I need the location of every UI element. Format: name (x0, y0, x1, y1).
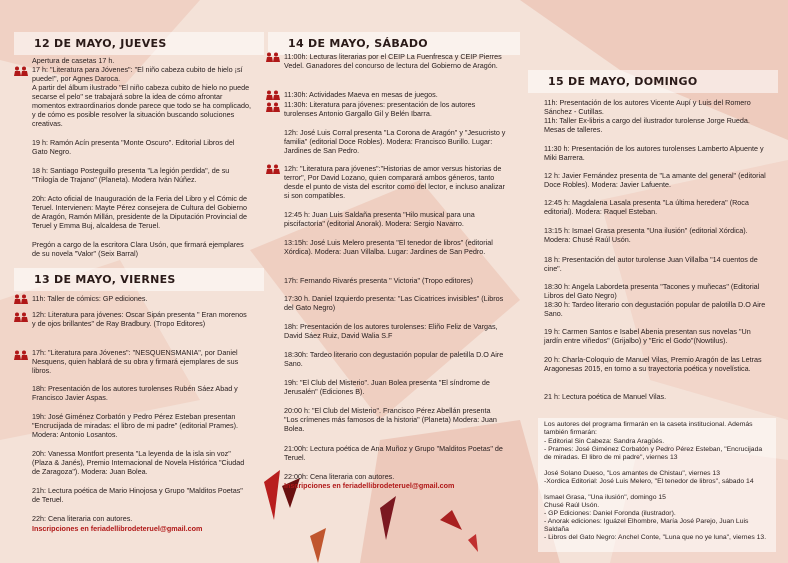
day15-item-8: 18:30 h: Angela Labordeta presenta "Tacones y muñecas" (Editorial Libros del Gato Negro) (544, 282, 760, 300)
day15-item-5: 12:45 h: Magdalena Lasala presenta "La última heredera" (Roca editorial). Modera: Raquel Esteban. (544, 198, 749, 216)
day13-item-1: 11h: Taller de cómics: GP ediciones. (32, 294, 148, 303)
day13-item-7: 21h: Lectura poética de Mario Hinojosa y Grupo "Malditos Poetas" de Teruel. (32, 486, 243, 504)
day13-item-5: 19h: José Giménez Corbatón y Pedro Pérez Esteban presentan "Encrucijada de miradas: el libro de mi padre" (editorial Prames). Modera: Antonio Losantos. (32, 412, 239, 439)
day13-item-4: 18h: Presentación de los autores turolenses Rubén Sáez Abad y Francisco Javier Aspas. (32, 384, 238, 402)
day14-item-12: 19h: "El Club del Misterio". Juan Bolea presenta "El síndrome de Jerusalén" (Ediciones B). (284, 378, 490, 396)
reading-people-icon (14, 66, 28, 76)
day14-inscripciones: Inscripciones en feriadellibrodeteruel@gmail.com (284, 481, 455, 490)
day13-item-6: 20h: Vanessa Montfort presenta "La leyenda de la isla sin voz" (Plaza & Janés), Premio Internacional de Novela Histórica "Ciudad de Zaragoza"). Modera: Juan Bolea. (32, 449, 245, 476)
reading-people-icon (266, 102, 280, 112)
day12-item-7: Pregón a cargo de la escritora Clara Usón, que firmará ejemplares de su novela "Valor" (Seix Barral) (32, 240, 244, 258)
day12-item-2: 17 h: "Literatura para Jóvenes": "El niño cabeza cubito de hielo ¡sí puede!", por Agnes Daroca. (32, 65, 243, 83)
day14-item-13: 20:00 h: "El Club del Misterio". Francisco Pérez Abellán presenta "Los crímenes más famosos de la historia" (Planeta) Modera: Juan Bolea. (284, 406, 497, 433)
day15-item-7: 18 h: Presentación del autor turolense Juan Villalba "14 cuentos de cine". (544, 255, 758, 273)
day14-item-5: 12h: "Literatura para jóvenes":"Historias de amor versus historias de terror", Por David Lozano, quien comparará ambos géneros, tanto desde el punto de vista del escritor como del lector, e incluso analizar si son compatibles. (284, 164, 505, 200)
firmas-item-4: -Xordica Editorial: José Luis Melero, "El tenedor de libros", sábado 14 (544, 478, 754, 485)
day15-item-10: 19 h: Carmen Santos e Isabel Abenia presentan sus novelas "Un jardín entre viñedos" (Grijalbo) y "Eric el Godo"(Nowtilus). (544, 327, 751, 345)
firmas-item-9: - Libros del Gato Negro: Anchel Conte, "Luna que no ye luna", viernes 13. (544, 534, 767, 541)
day14-item-1: 11:00h: Lecturas literarias por el CEIP La Fuenfresca y CEIP Pierres Vedel. Ganadores del concurso de lectura del Gobierno de Aragón. (284, 52, 502, 70)
day14-item-4: 12h: José Luis Corral presenta "La Corona de Aragón" y "Jesucristo y familia" (editorial Doce Robles). Modera: Francisco Burillo. Lugar: Jardines de San Pedro. (284, 128, 506, 155)
firmas-item-1: - Editorial Sin Cabeza: Sandra Aragüés. (544, 438, 665, 445)
day14-item-15: 22:00h: Cena literaria con autores. (284, 472, 395, 481)
day14-item-7: 13:15h: José Luis Melero presenta "El tenedor de libros" (editorial Xórdica). Modera: Juan Villalba. Lugar: Jardines de San Pedro. (284, 238, 493, 256)
day14-item-10: 18h: Presentación de los autores turolenses: Eliño Feliz de Vargas, David Sáez Ruiz, David Walia S.F (284, 322, 498, 340)
reading-people-icon (14, 350, 28, 360)
firmas-item-7: - GP Ediciones: Daniel Foronda (ilustrador). (544, 510, 676, 517)
day14-item-11: 18:30h: Tardeo literario con degustación popular de paletilla D.O Aire Sano. (284, 350, 504, 368)
day12-item-1: Apertura de casetas 17 h. (32, 56, 115, 65)
reading-people-icon (14, 294, 28, 304)
firmas-item-5: Ismael Grasa, "Una ilusión", domingo 15 (544, 494, 666, 501)
day15-item-4: 12 h: Javier Fernández presenta de "La amante del general" (editorial Doce Robles). Modera: Javier Lafuente. (544, 171, 766, 189)
reading-people-icon (266, 52, 280, 62)
day14-item-6: 12:45 h: Juan Luis Saldaña presenta "Hilo musical para una piscifactoría" (editorial Anorak). Modera: Sergio Navarro. (284, 210, 475, 228)
firmas-item-6: Chusé Raúl Usón. (544, 502, 600, 509)
day14-item-14: 21:00h: Lectura poética de Ana Muñoz y Grupo "Malditos Poetas" de Teruel. (284, 444, 503, 462)
day13-item-2: 12h: Literatura para jóvenes: Oscar Sipán presenta " Eran morenos y de ojos brillantes" de Ray Bradbury. (Tropo Editores) (32, 310, 247, 328)
day15-item-2: 11h: Taller Ex-libris a cargo del ilustrador turolense Jorge Rueda. Mesas de talleres. (544, 116, 750, 134)
day13-item-3: 17h: "Literatura para Jóvenes": "NESQUENSMANIA", por Daniel Nesquens, quien hablará de su obra y firmará ejemplares de sus libros. (32, 348, 239, 375)
day-12-header: 12 DE MAYO, JUEVES (14, 32, 264, 55)
day-14-header: 14 DE MAYO, SÁBADO (268, 32, 520, 55)
day12-item-6: 20h: Acto oficial de Inauguración de la Feria del Libro y el Cómic de Teruel. Intervienen: Mayte Pérez consejera de Cultura del Gobierno de Aragón, Ramón Millán, presidente de la Diputación Provincial de Teruel y Emma Buj, alcaldesa de Teruel. (32, 194, 247, 230)
day15-item-9: 18:30 h: Tardeo literario con degustación popular de palotilla D.O Aire Sano. (544, 300, 766, 318)
day12-item-5: 18 h: Santiago Posteguillo presenta "La legión perdida", de su "Trilogía de Trajano" (Planeta). Modera Iván Núñez. (32, 166, 230, 184)
reading-people-icon (266, 90, 280, 100)
day-13-header: 13 DE MAYO, VIERNES (14, 268, 264, 291)
reading-people-icon (14, 312, 28, 322)
day15-item-11: 20 h: Charla-Coloquio de Manuel Vilas, Premio Aragón de las Letras Aragonesas 2015, en torno a su trayectoria poética y novelística. (544, 355, 762, 373)
firmas-item-3: José Solano Dueso, "Los amantes de Chistau", viernes 13 (544, 470, 720, 477)
day13-inscripciones: Inscripciones en feriadellibrodeteruel@gmail.com (32, 524, 203, 533)
day15-item-12: 21 h: Lectura poética de Manuel Vilas. (544, 392, 667, 401)
day14-item-8: 17h: Fernando Rivarés presenta " Victoria" (Tropo editores) (284, 276, 473, 285)
day12-item-3: A partir del álbum ilustrado "El niño cabeza cubito de hielo no puede secarse el pelo" se trabajará sobre la idea de cómo afrontar momentos extraordinarios donde parece que todo se ha complicado, y de cómo es posible resolver la situación buscando soluciones creativas. (32, 83, 251, 128)
firmas-intro: Los autores del programa firmarán en la caseta institucional. Además también firmarán: (544, 421, 753, 436)
day15-item-1: 11h: Presentación de los autores Vicente Aupí y Luis del Romero Sánchez - Cutillas. (544, 98, 751, 116)
day12-item-4: 19 h: Ramón Acín presenta "Monte Oscuro". Editorial Libros del Gato Negro. (32, 138, 235, 156)
firmas-item-2: - Prames: José Giménez Corbatón y Pedro Pérez Esteban, "Encrucijada de miradas. El libro de mi padre", viernes 13 (544, 446, 763, 461)
day-15-header: 15 DE MAYO, DOMINGO (528, 70, 778, 93)
day14-item-2: 11:30h: Actividades Maeva en mesas de juegos. (284, 90, 438, 99)
day14-item-9: 17:30 h. Daniel Izquierdo presenta: "Las Cicatrices invisibles" (Libros del Gato Negro) (284, 294, 504, 312)
reading-people-icon (266, 164, 280, 174)
day15-item-6: 13:15 h: Ismael Grasa presenta "Una ilusión" (editorial Xórdica). Modera: Chusé Raúl Usón. (544, 226, 748, 244)
day14-item-3: 11:30h: Literatura para jóvenes: presentación de los autores turolenses Antonio Gargallo Gil y Belén Ibarra. (284, 100, 476, 118)
day13-item-8: 22h: Cena literaria con autores. (32, 514, 133, 523)
day15-item-3: 11:30 h: Presentación de los autores turolenses Lamberto Alpuente y Miki Barrera. (544, 144, 764, 162)
firmas-item-8: - Anorak ediciones: Iguázel Elhombre, María José Parejo, Juan Luis Saldaña (544, 518, 749, 533)
